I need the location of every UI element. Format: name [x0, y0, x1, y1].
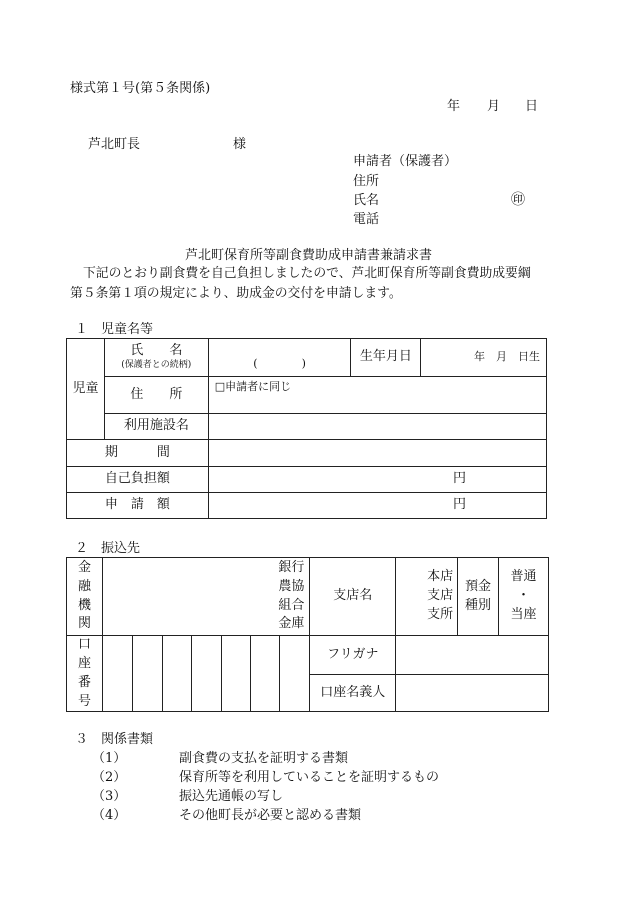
account-digit-cell[interactable] — [191, 636, 221, 712]
deposit-type-label — [458, 558, 499, 636]
date-month-label: 月 — [487, 99, 501, 114]
child-address-field[interactable] — [208, 377, 546, 414]
account-number-label-char: 号 — [77, 693, 91, 709]
branch-name-label: 支店名 — [310, 558, 396, 636]
furigana-field[interactable] — [396, 636, 549, 675]
bank-type-ja: 農協 — [278, 578, 305, 594]
addressee-honorific: 様 — [233, 137, 247, 152]
child-name-label-cell — [104, 339, 208, 377]
document-item-text: 振込先通帳の写し — [179, 789, 284, 804]
apply-amount-label: 申 請 額 — [67, 493, 209, 519]
institution-name-field[interactable] — [102, 558, 309, 636]
branch-type-options — [396, 568, 453, 625]
section2-heading: ２ 振込先 — [75, 541, 141, 556]
account-number-label-char: 座 — [77, 655, 91, 671]
document-item-number: （3） — [92, 789, 127, 804]
institution-label-char: 融 — [77, 578, 91, 594]
branch-type-branch: 支店 — [427, 588, 454, 604]
document-item-text: 保育所等を利用していることを証明するもの — [179, 770, 440, 785]
institution-label-char: 金 — [77, 559, 91, 575]
period-label: 期 間 — [67, 440, 209, 467]
document-title: 芦北町保育所等副食費助成申請書兼請求書 — [185, 248, 433, 263]
body-text-line-2: 第５条第１項の規定により、助成金の交付を申請します。 — [70, 286, 402, 301]
relationship-parens: ( ) — [253, 357, 306, 371]
child-info-table — [66, 338, 547, 519]
date-year-label: 年 — [447, 99, 461, 114]
branch-type-head: 本店 — [427, 569, 454, 585]
institution-label-char: 関 — [77, 616, 91, 632]
document-item-number: （2） — [92, 770, 127, 785]
deposit-type-current: 当座 — [510, 606, 537, 622]
applicant-name-label: 氏名 — [353, 193, 380, 208]
deposit-type-field[interactable] — [499, 558, 549, 636]
bank-type-options — [103, 559, 304, 634]
document-item-text: 副食費の支払を証明する書類 — [179, 751, 349, 766]
child-address-label: 住 所 — [104, 377, 208, 414]
apply-amount-field[interactable]: 円 — [208, 493, 546, 519]
child-name-sublabel: (保護者との続柄) — [121, 360, 192, 371]
deposit-type-label-part: 種別 — [465, 597, 492, 613]
account-digit-cell[interactable] — [250, 636, 280, 712]
self-pay-field[interactable]: 円 — [208, 467, 546, 493]
document-item-text: その他町長が必要と認める書類 — [179, 808, 362, 823]
self-pay-label: 自己負担額 — [67, 467, 209, 493]
account-number-label-char: 番 — [77, 674, 91, 690]
addressee: 芦北町長 — [88, 137, 141, 152]
period-field[interactable] — [208, 440, 546, 467]
child-name-field[interactable] — [208, 339, 351, 377]
section3-heading: ３ 関係書類 — [75, 732, 154, 747]
account-digit-cell[interactable] — [102, 636, 132, 712]
facility-field[interactable] — [208, 414, 546, 440]
applicant-phone-label: 電話 — [353, 212, 380, 227]
institution-label-char: 機 — [77, 597, 91, 613]
account-digit-cell[interactable] — [221, 636, 250, 712]
branch-type-office: 支所 — [427, 606, 454, 622]
account-holder-field[interactable] — [396, 675, 549, 712]
bank-info-table — [66, 557, 549, 712]
account-digit-cell[interactable] — [162, 636, 191, 712]
bank-type-shinkin: 金庫 — [278, 616, 305, 632]
account-digit-cell[interactable] — [280, 636, 310, 712]
account-digit-cell[interactable] — [132, 636, 162, 712]
applicant-label: 申請者（保護者） — [353, 154, 458, 169]
body-text-line-1: 下記のとおり副食費を自己負担しましたので、芦北町保育所等副食費助成要綱 — [83, 266, 531, 281]
form-number: 様式第１号(第５条関係) — [70, 81, 211, 96]
birthdate-label: 生年月日 — [351, 339, 421, 377]
account-number-label — [67, 636, 103, 712]
deposit-type-label-part: 預金 — [465, 578, 492, 594]
account-holder-label: 口座名義人 — [310, 675, 396, 712]
bank-type-union: 組合 — [278, 597, 305, 613]
deposit-type-separator: ・ — [516, 588, 530, 604]
applicant-address-label: 住所 — [353, 174, 380, 189]
same-as-applicant-checkbox[interactable]: □申請者に同じ — [214, 380, 292, 393]
child-label: 児童 — [67, 339, 105, 440]
bank-type-bank: 銀行 — [278, 559, 305, 575]
account-number-label-char: 口 — [77, 637, 91, 652]
branch-name-field[interactable] — [396, 558, 458, 636]
furigana-label: フリガナ — [310, 636, 396, 675]
facility-label: 利用施設名 — [104, 414, 208, 440]
child-name-label: 氏 名 — [130, 343, 183, 359]
section1-heading: １ 児童名等 — [75, 322, 154, 337]
deposit-type-ordinary: 普通 — [510, 569, 537, 585]
institution-label-cell — [67, 558, 103, 636]
document-item-number: （1） — [92, 751, 127, 766]
birthdate-field[interactable]: 年 月 日生 — [421, 339, 547, 377]
document-item-number: （4） — [92, 808, 127, 823]
date-day-label: 日 — [525, 99, 539, 114]
seal-icon: ㊞ — [511, 192, 525, 208]
